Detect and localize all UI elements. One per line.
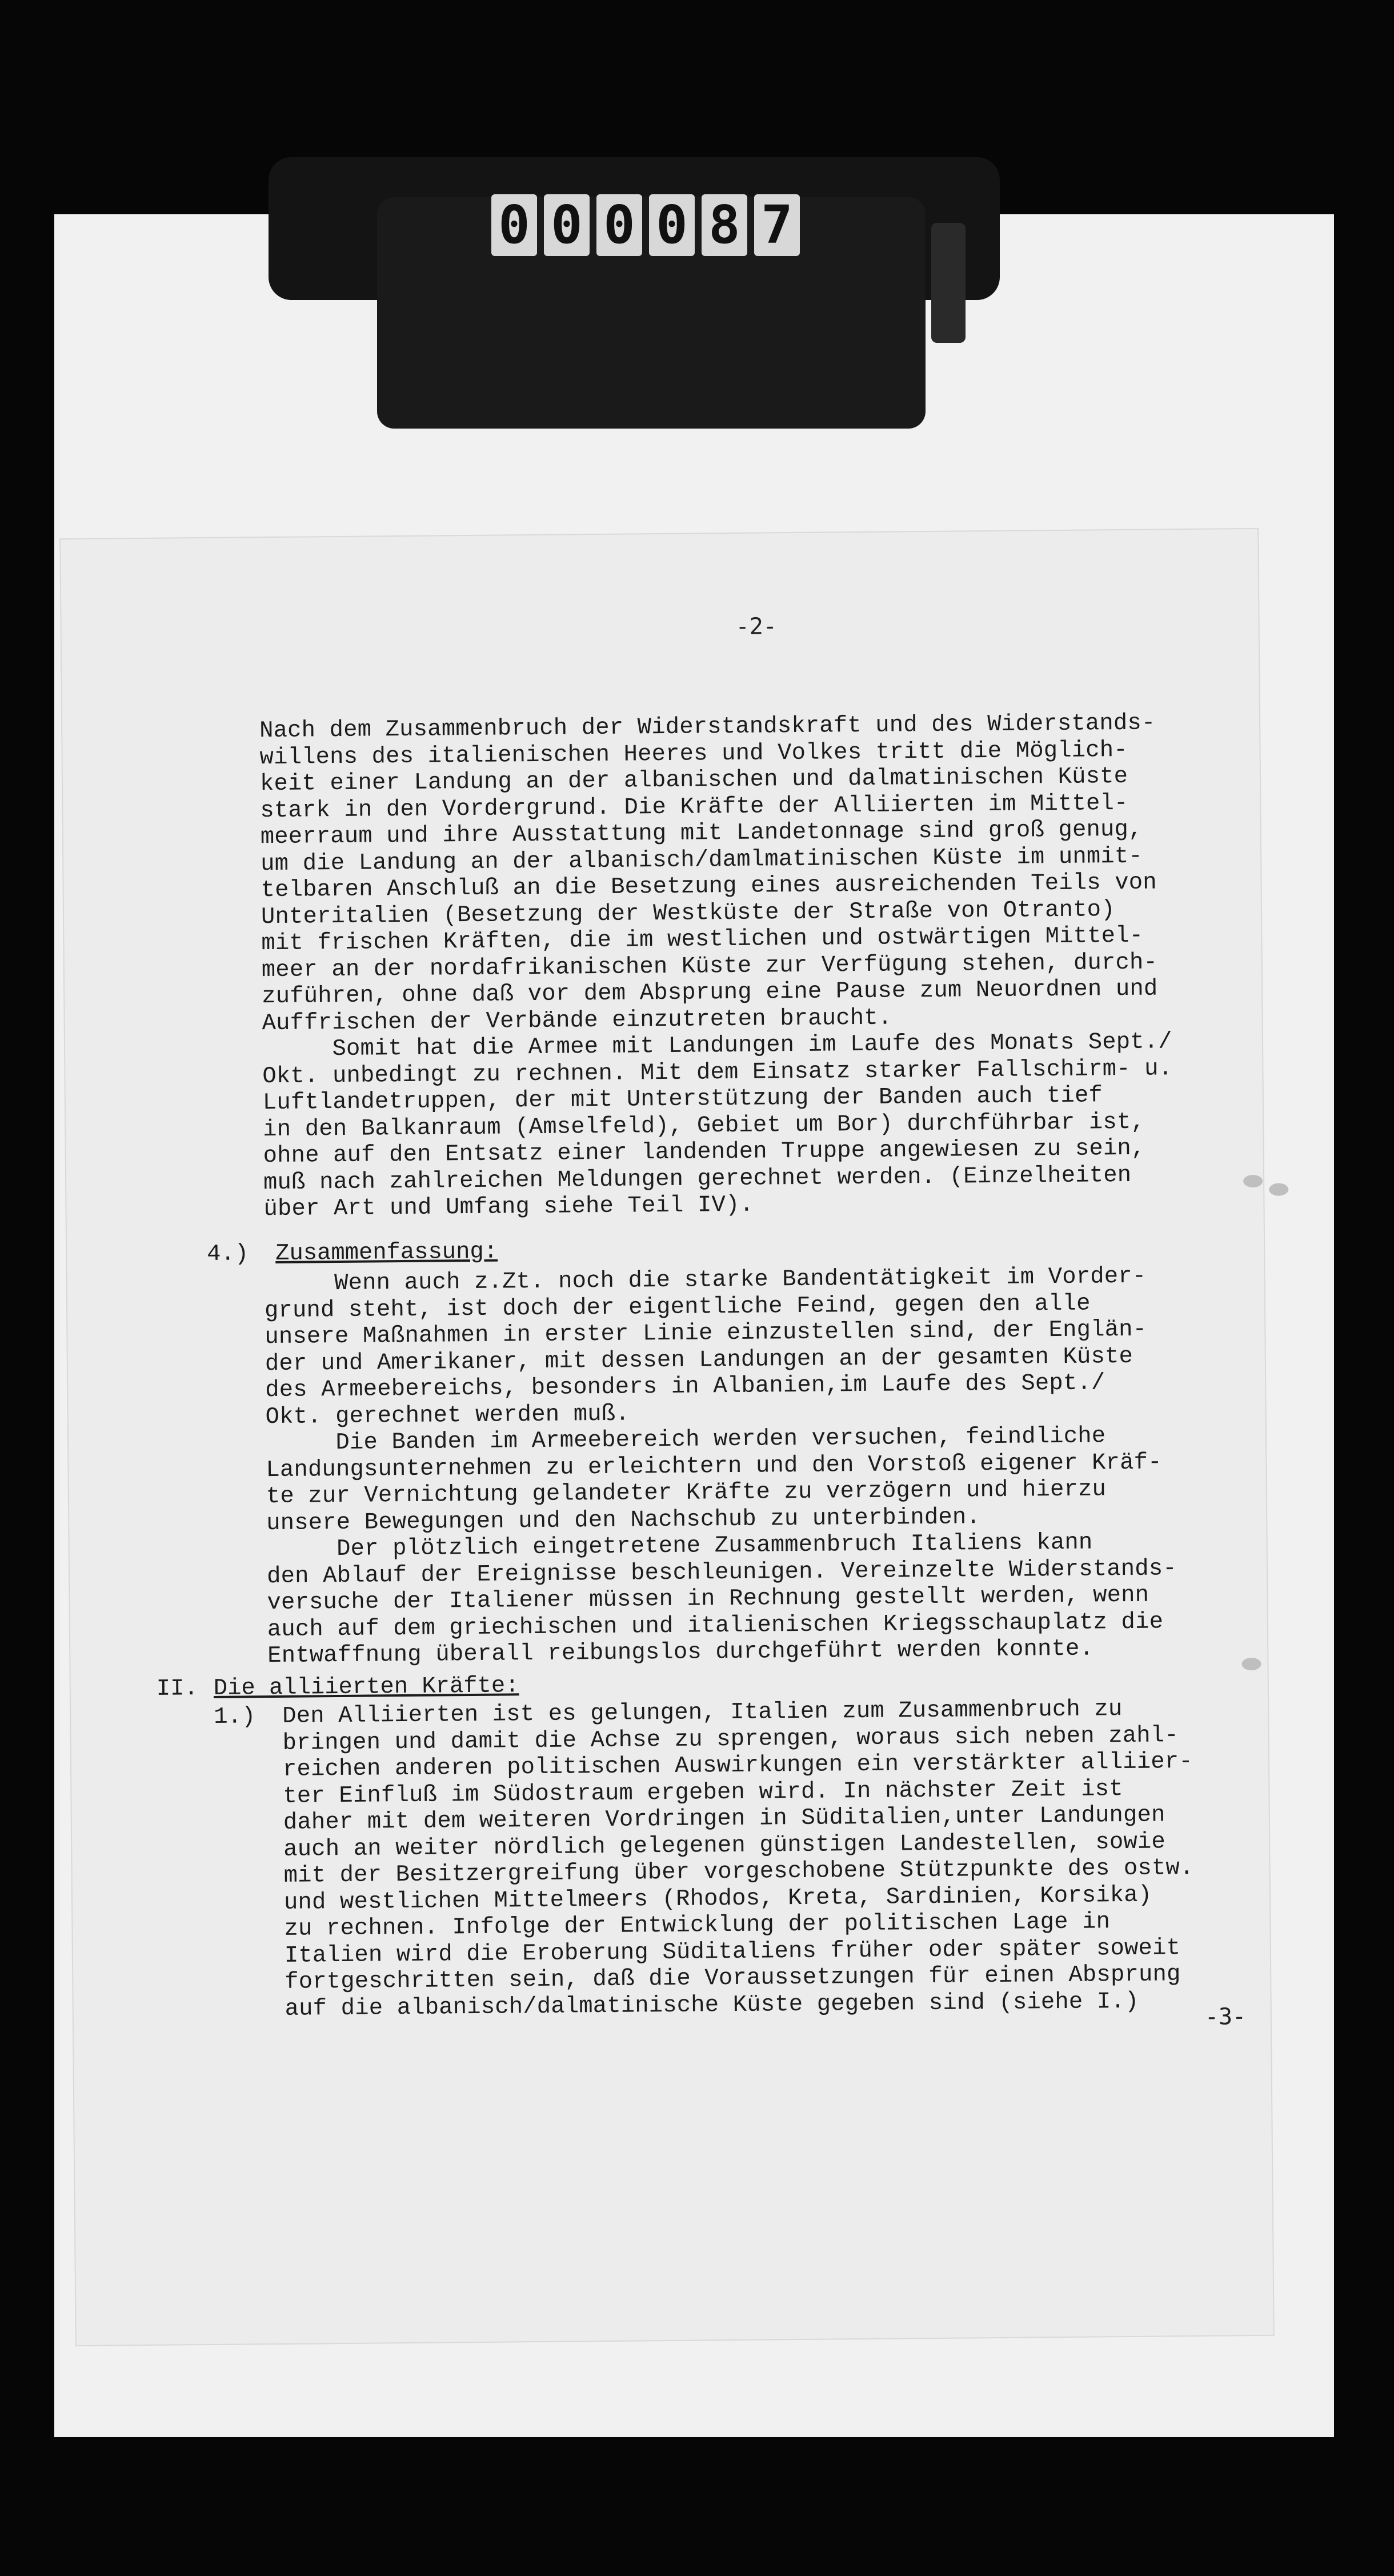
text-line: Somit hat die Armee mit Landungen im Laufe des Monats Sept./	[262, 1029, 1172, 1063]
section-4-title: Zusammenfassung:	[275, 1238, 498, 1267]
text-line: auch an weiter nördlich gelegenen günstigen Landestellen, sowie	[283, 1828, 1166, 1863]
text-line: Nach dem Zusammenbruch der Widerstandskraft und des Widerstands-	[259, 710, 1156, 745]
page-number: -2-	[735, 613, 778, 640]
text-line: Unteritalien (Besetzung der Westküste der Straße von Otranto)	[261, 896, 1115, 930]
text-line: mit frischen Kräften, die im westlichen und ostwärtigen Mittel-	[261, 922, 1144, 957]
counter-digit: 0	[491, 194, 537, 256]
text-line: bringen und damit die Achse zu sprengen, woraus sich neben zahl-	[282, 1722, 1179, 1757]
text-line: den Ablauf der Ereignisse beschleunigen. Vereinzelte Widerstands-	[266, 1555, 1177, 1590]
text-line: auf die albanisch/dalmatinische Küste gegeben sind (siehe I.)	[285, 1988, 1139, 2022]
text-line: unsere Bewegungen und den Nachschub zu unterbinden.	[266, 1503, 981, 1537]
text-line: Der plötzlich eingetretene Zusammenbruch Italiens kann	[266, 1529, 1093, 1563]
paragraph-landing-threat	[259, 710, 1173, 1222]
text-line: auch auf dem griechischen und italienischen Kriegsschauplatz die	[267, 1608, 1164, 1643]
text-line: stark in den Vordergrund. Die Kräfte der Alliierten im Mittel-	[260, 790, 1128, 824]
text-line: meer an der nordafrikanischen Küste zur Verfügung stehen, durch-	[261, 949, 1158, 983]
frame-counter-knob	[931, 223, 966, 343]
paragraph-allied-forces	[282, 1695, 1195, 2022]
text-line: über Art und Umfang siehe Teil IV).	[263, 1191, 754, 1223]
text-line: Entwaffnung überall reibungslos durchgeführt werden konnte.	[267, 1635, 1094, 1670]
next-page-marker: -3-	[1204, 2003, 1247, 2030]
counter-digit: 0	[544, 194, 590, 256]
section-4-number: 4.)	[206, 1241, 249, 1268]
text-line: ohne auf den Entsatz einer landenden Truppe angewiesen zu sein,	[263, 1135, 1145, 1170]
text-line: daher mit dem weiteren Vordringen in Süditalien,unter Landungen	[283, 1802, 1165, 1836]
text-line: Den Alliierten ist es gelungen, Italien zum Zusammenbruch zu	[282, 1696, 1123, 1730]
text-line: meerraum und ihre Ausstattung mit Landetonnage sind groß genug,	[260, 816, 1143, 851]
punch-hole	[1241, 1658, 1261, 1670]
counter-digit: 0	[596, 194, 642, 256]
text-line: in den Balkanraum (Amselfeld), Gebiet um Bor) durchführbar ist,	[263, 1109, 1145, 1143]
text-line: ter Einfluß im Südostraum ergeben wird. In nächster Zeit ist	[283, 1775, 1123, 1810]
section-II-1-number: 1.)	[214, 1703, 256, 1730]
section-II-title: Die alliierten Kräfte:	[213, 1673, 519, 1702]
text-line: Die Banden im Armeebereich werden versuchen, feindliche	[265, 1423, 1106, 1457]
counter-digit: 0	[649, 194, 695, 256]
text-line: des Armeebereichs, besonders in Albanien,im Laufe des Sept./	[265, 1370, 1105, 1404]
counter-digit: 8	[702, 194, 747, 256]
paragraph-summary	[264, 1263, 1177, 1669]
document-page	[61, 529, 1273, 2345]
text-line: fortgeschritten sein, daß die Voraussetzungen für einen Absprung	[285, 1961, 1181, 1995]
text-line: zu rechnen. Infolge der Entwicklung der politischen Lage in	[284, 1909, 1111, 1942]
text-line: mit der Besitzergreifung über vorgeschobene Stützpunkte des ostw.	[283, 1854, 1194, 1889]
text-line: und westlichen Mittelmeers (Rhodos, Kreta, Sardinien, Korsika)	[283, 1882, 1152, 1916]
text-line: Auffrischen der Verbände einzutreten braucht.	[262, 1005, 892, 1037]
counter-digit: 7	[754, 194, 800, 256]
text-line: reichen anderen politischen Auswirkungen ein verstärkter alliier-	[282, 1748, 1193, 1783]
frame-counter-digits	[491, 194, 800, 257]
text-line: Landungsunternehmen zu erleichtern und den Vorstoß eigener Kräf-	[266, 1449, 1162, 1483]
text-line: unsere Maßnahmen in erster Linie einzustellen sind, der Englän-	[265, 1316, 1147, 1351]
text-line: Luftlandetruppen, der mit Unterstützung der Banden auch tief	[262, 1082, 1103, 1117]
text-line: Italien wird die Eroberung Süditaliens früher oder später soweit	[284, 1934, 1181, 1969]
text-line: Okt. gerechnet werden muß.	[265, 1401, 630, 1430]
text-line: der und Amerikaner, mit dessen Landungen an der gesamten Küste	[265, 1343, 1133, 1377]
section-II-number: II.	[156, 1675, 198, 1702]
text-line: Okt. unbedingt zu rechnen. Mit dem Einsatz starker Fallschirm- u.	[262, 1055, 1173, 1090]
text-line: grund steht, ist doch der eigentliche Feind, gegen den alle	[264, 1290, 1091, 1324]
punch-hole	[1243, 1175, 1263, 1187]
text-line: um die Landung an der albanisch/damlmatinischen Küste im unmit-	[261, 843, 1143, 877]
text-line: te zur Vernichtung gelandeter Kräfte zu verzögern und hierzu	[266, 1476, 1107, 1510]
text-line: telbaren Anschluß an die Besetzung eines ausreichenden Teils von	[261, 869, 1157, 904]
text-line: versuche der Italiener müssen in Rechnung gestellt werden, wenn	[267, 1582, 1149, 1617]
text-line: keit einer Landung an der albanischen und dalmatinischen Küste	[259, 763, 1128, 798]
text-line: muß nach zahlreichen Meldungen gerechnet werden. (Einzelheiten	[263, 1162, 1132, 1196]
text-line: Wenn auch z.Zt. noch die starke Bandentätigkeit im Vorder-	[264, 1263, 1147, 1298]
text-line: willens des italienischen Heeres und Volkes tritt die Möglich-	[259, 737, 1128, 771]
text-line: zuführen, ohne daß vor dem Absprung eine Pause zum Neuordnen und	[262, 975, 1158, 1010]
